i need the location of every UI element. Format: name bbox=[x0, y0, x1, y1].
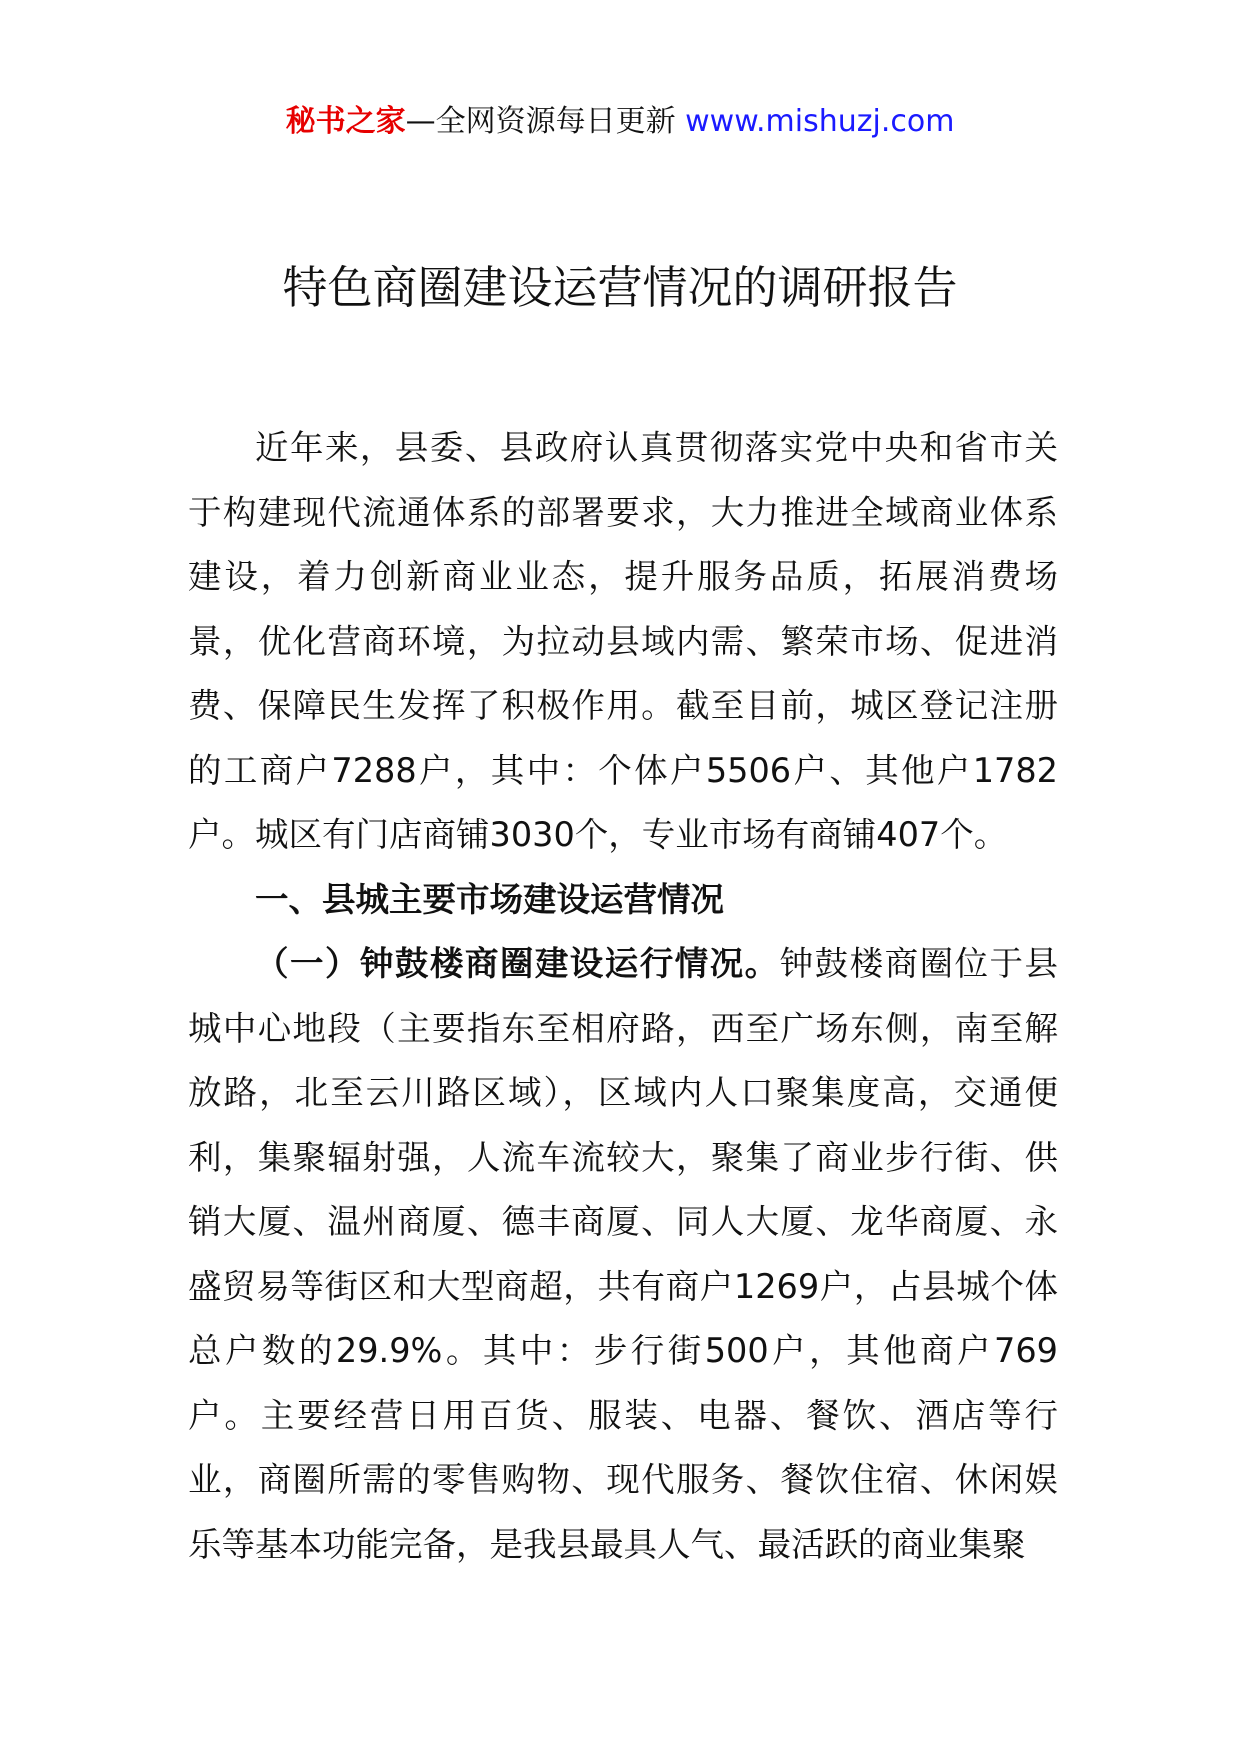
page-header bbox=[0, 102, 1240, 142]
subsection-paragraph bbox=[188, 932, 1058, 1577]
section-heading: 一、县城主要市场建设运营情况 bbox=[255, 879, 724, 919]
intro-paragraph: 近年来，县委、县政府认真贯彻落实党中央和省市关于构建现代流通体系的部署要求，大力推进全域商业体系建设，着力创新商业业态，提升服务品质，拓展消费场景，优化营商环境，为拉动县域内需、繁荣市场、促进消费、保障民生发挥了积极作用。截至目前，城区登记注册的工商户7288户，其中：个体户5506户、其他户1782户。城区有门店商铺3030个，专业市场有商铺407个。 bbox=[188, 428, 1058, 854]
document-title: 特色商圈建设运营情况的调研报告 bbox=[282, 261, 958, 314]
site-link[interactable]: www.mishuzj.com bbox=[685, 104, 955, 139]
document-body bbox=[188, 416, 1058, 1577]
brand-name: 秘书之家 bbox=[285, 104, 406, 139]
subsection-text: 钟鼓楼商圈位于县城中心地段（主要指东至相府路，西至广场东侧，南至解放路，北至云川路区域），区域内人口聚集度高，交通便利，集聚辐射强，人流车流较大，聚集了商业步行街、供销大厦、温州商厦、德丰商厦、同人大厦、龙华商厦、永盛贸易等街区和大型商超，共有商户1269户，占县城个体总户数的29.9%。其中：步行街500户，其他商户769户。主要经营日用百货、服装、电器、餐饮、酒店等行业，商圈所需的零售购物、现代服务、餐饮住宿、休闲娱乐等基本功能完备，是我县最具人气、最活跃的商业集聚 bbox=[188, 944, 1059, 1564]
subsection-lead: （一）钟鼓楼商圈建设运行情况。 bbox=[255, 944, 780, 983]
header-tagline: —全网资源每日更新 bbox=[405, 104, 686, 139]
